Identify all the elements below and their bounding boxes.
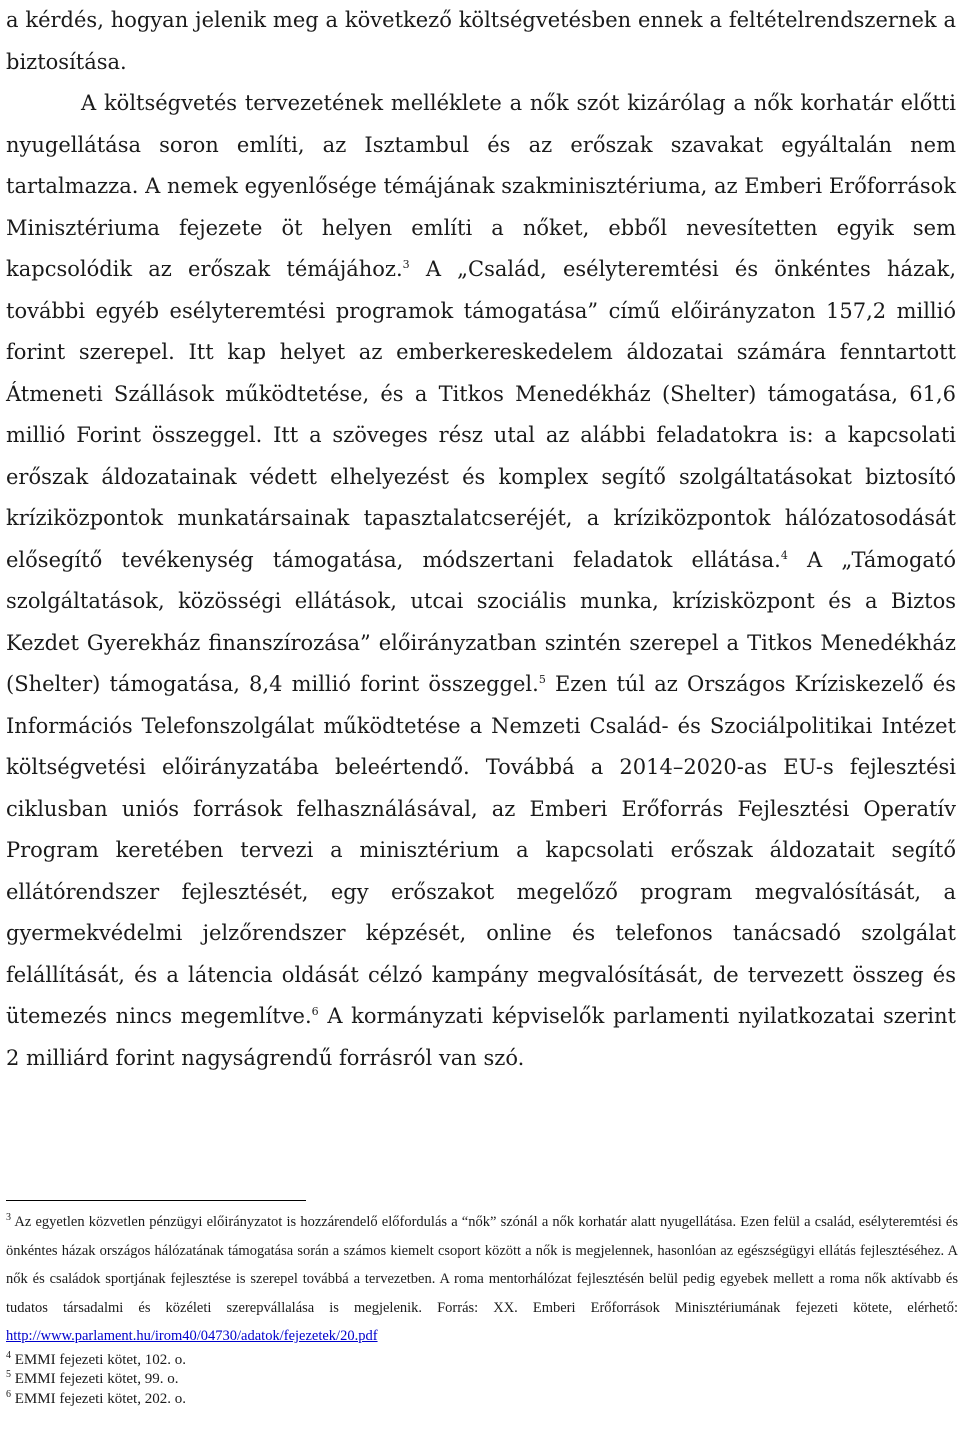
footnote-separator xyxy=(6,1200,306,1201)
footnote-ref-5[interactable]: 5 xyxy=(538,673,546,686)
paragraph-2 xyxy=(6,83,956,1079)
paragraph-2-part-d: Ezen túl az Országos Kríziskezelő és Információs Telefonszolgálat működtetése a Nemzeti Család- és Szociálpolitikai Intézet költségvetési előirányzatába beleértendő. Továbbá a 2014–2020-as EU-s fejlesztési ciklusban uniós források felhasználásával, az Emberi Erőforrás Fejlesztési Operatív Program keretében tervezi a minisztérium a kapcsolati erőszak áldozatait segítő ellátórendszer fejlesztését, egy erőszakot megelőző program megvalósítását, a gyermekvédelmi jelzőrendszer képzését, online és telefonos tanácsadó szolgálat felállítását, és a látencia oldását célzó kampány megvalósítását, de tervezett összeg és ütemezés nincs megemlítve. xyxy=(6,672,956,1028)
footnote-6-number: 6 xyxy=(6,1388,11,1400)
paragraph-2-part-b: A „Család, esélyteremtési és önkéntes házak, további egyéb esélyteremtési programok támogatása” című előirányzaton 157,2 millió forint szerepel. Itt kap helyet az emberkereskedelem áldozatai számára fenntartott Átmeneti Szállások működtetése, és a Titkos Menedékház (Shelter) támogatása, 61,6 millió Forint összeggel. Itt a szöveges rész utal az alábbi feladatokra is: a kapcsolati erőszak áldozatainak védett elhelyezést és komplex segítő szolgáltatásokat biztosító kríziközpontok munkatársainak tapasztalatcseréjét, a kríziközpontok hálózatosodását elősegítő tevékenység támogatása, módszertani feladatok ellátása. xyxy=(6,257,957,572)
footnote-5 xyxy=(6,1370,958,1390)
paragraph-2-part-e: A kormányzati képviselők parlamenti nyilatkozatai szerint 2 milliárd forint nagyságrendű forrásról van szó. xyxy=(6,1004,956,1070)
paragraph-2-part-a: A költségvetés tervezetének melléklete a nők szót kizárólag a nők korhatár előtti nyugellátása soron említi, az Isztambul és az erőszak szavakat egyáltalán nem tartalmazza. A nemek egyenlősége témájának szakminisztériuma, az Emberi Erőforrások Minisztériuma fejezete öt helyen említi a nőket, ebből nevesítetten egyik sem kapcsolódik az erőszak témájához. xyxy=(6,91,956,281)
footnote-4-number: 4 xyxy=(6,1349,11,1361)
footnote-4 xyxy=(6,1351,958,1371)
footnote-5-text: EMMI fejezeti kötet, 99. o. xyxy=(11,1371,179,1388)
footnote-4-text: EMMI fejezeti kötet, 102. o. xyxy=(11,1351,186,1368)
paragraph-1: a kérdés, hogyan jelenik meg a következő költségvetésben ennek a feltételrendszernek a biztosítása. xyxy=(6,8,956,74)
footnote-3-number: 3 xyxy=(6,1212,11,1224)
footnotes xyxy=(6,1208,958,1409)
footnote-ref-3[interactable]: 3 xyxy=(402,258,410,271)
footnote-ref-6[interactable]: 6 xyxy=(311,1005,319,1018)
footnote-6 xyxy=(6,1390,958,1410)
footnote-3 xyxy=(6,1208,958,1351)
footnote-5-number: 5 xyxy=(6,1369,11,1381)
footnote-ref-4[interactable]: 4 xyxy=(780,548,788,562)
footnote-3-text: Az egyetlen közvetlen pénzügyi előirányzatot is hozzárendelő előfordulás a “nők” szónál a nők korhatár alatt nyugellátása. Ezen felül a család, esélyteremtési és önkéntes házak országos hálózatának támogatása során a számos kiemelt csoport között a nők is megjelennek, hasonlóan az egészségügyi ellátás fejlesztéséhez. A nők és családok sportjának fejlesztése is szerepel továbbá a tervezetben. A roma mentorhálózat fejlesztésén belül pedig egyebek mellett a roma nők aktívabb és tudatos társadalmi és közéleti szerepvállalása is megjelenik. Forrás: XX. Emberi Erőforrások Minisztériumának fejezeti kötete, elérhető: xyxy=(6,1214,958,1316)
footnote-3-link[interactable]: http://www.parlament.hu/irom40/04730/adatok/fejezetek/20.pdf xyxy=(6,1328,378,1345)
body-text xyxy=(6,0,956,1079)
footnote-6-text: EMMI fejezeti kötet, 202. o. xyxy=(11,1390,186,1407)
paragraph-2-part-c: A „Támogató szolgáltatások, közösségi ellátások, utcai szociális munka, krízisközpont és a Biztos Kezdet Gyerekház finanszírozása” előirányzatban szintén szerepel a Titkos Menedékház (Shelter) támogatása, 8,4 millió forint összeggel. xyxy=(6,547,956,696)
